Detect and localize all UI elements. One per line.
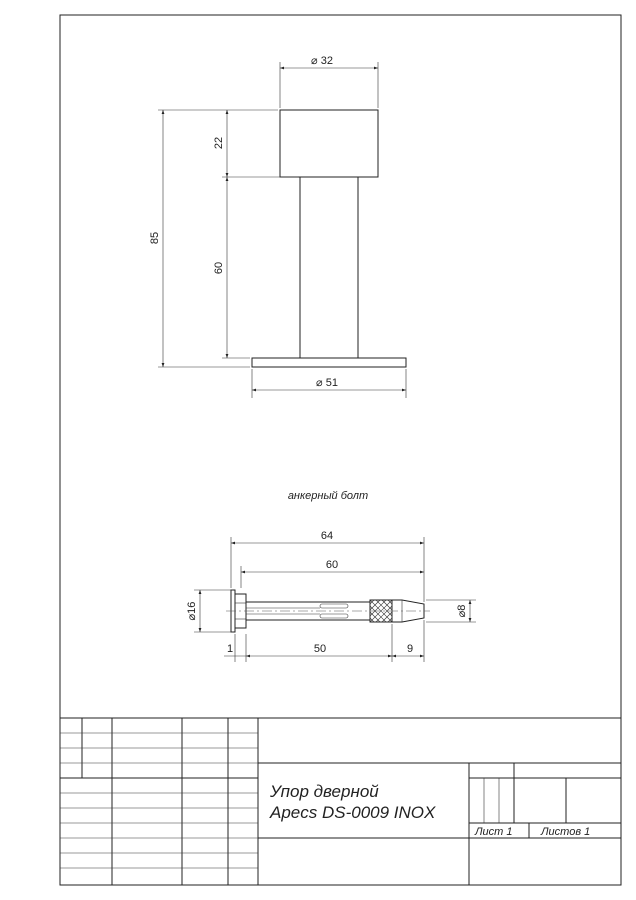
dim-bolt-washer-label: 1 [226, 643, 234, 655]
bolt-slot-lower [320, 614, 348, 618]
dimension-bolt-body [241, 559, 424, 588]
dim-bolt-tip-label: 9 [406, 643, 414, 655]
dimension-dia-top [280, 55, 378, 108]
bolt-slot-upper [320, 604, 348, 608]
door-stopper-drawing [252, 110, 406, 367]
sheet-frame [60, 15, 621, 885]
anchor-bolt-drawing [226, 590, 430, 632]
dimension-height-cap [213, 110, 298, 177]
bolt-caption: анкерный болт [287, 490, 369, 502]
dimension-bolt-dia-head [186, 590, 233, 632]
title-name-line2: Apecs DS-0009 INOX [270, 803, 436, 822]
dim-dia-top-label: ⌀ 32 [311, 55, 333, 67]
dim-bolt-sleeve-label: 50 [313, 643, 327, 655]
dim-dia-base-label: ⌀ 51 [316, 377, 338, 389]
dim-bolt-body-label: 60 [325, 559, 339, 571]
dim-bolt-dia-tip-label: ⌀8 [456, 604, 468, 618]
dim-height-post-label: 60 [213, 261, 225, 275]
dim-bolt-total-label: 64 [320, 530, 334, 542]
title-name-line1: Упор дверной [270, 782, 379, 801]
dimension-bolt-dia-tip [426, 600, 476, 622]
sheets-label: Листов 1 [541, 826, 591, 838]
title-block [60, 718, 621, 885]
stopper-cap [280, 110, 378, 177]
stopper-post [300, 177, 358, 358]
dimension-dia-base [252, 369, 406, 398]
dimension-bolt-lower [224, 620, 424, 662]
dim-height-cap-label: 22 [213, 136, 225, 150]
dim-height-total-label: 85 [149, 231, 161, 245]
dim-bolt-dia-head-label: ⌀16 [186, 601, 198, 621]
stopper-base [252, 358, 406, 367]
sheet-label: Лист 1 [475, 826, 513, 838]
dimension-height-post [213, 177, 250, 358]
